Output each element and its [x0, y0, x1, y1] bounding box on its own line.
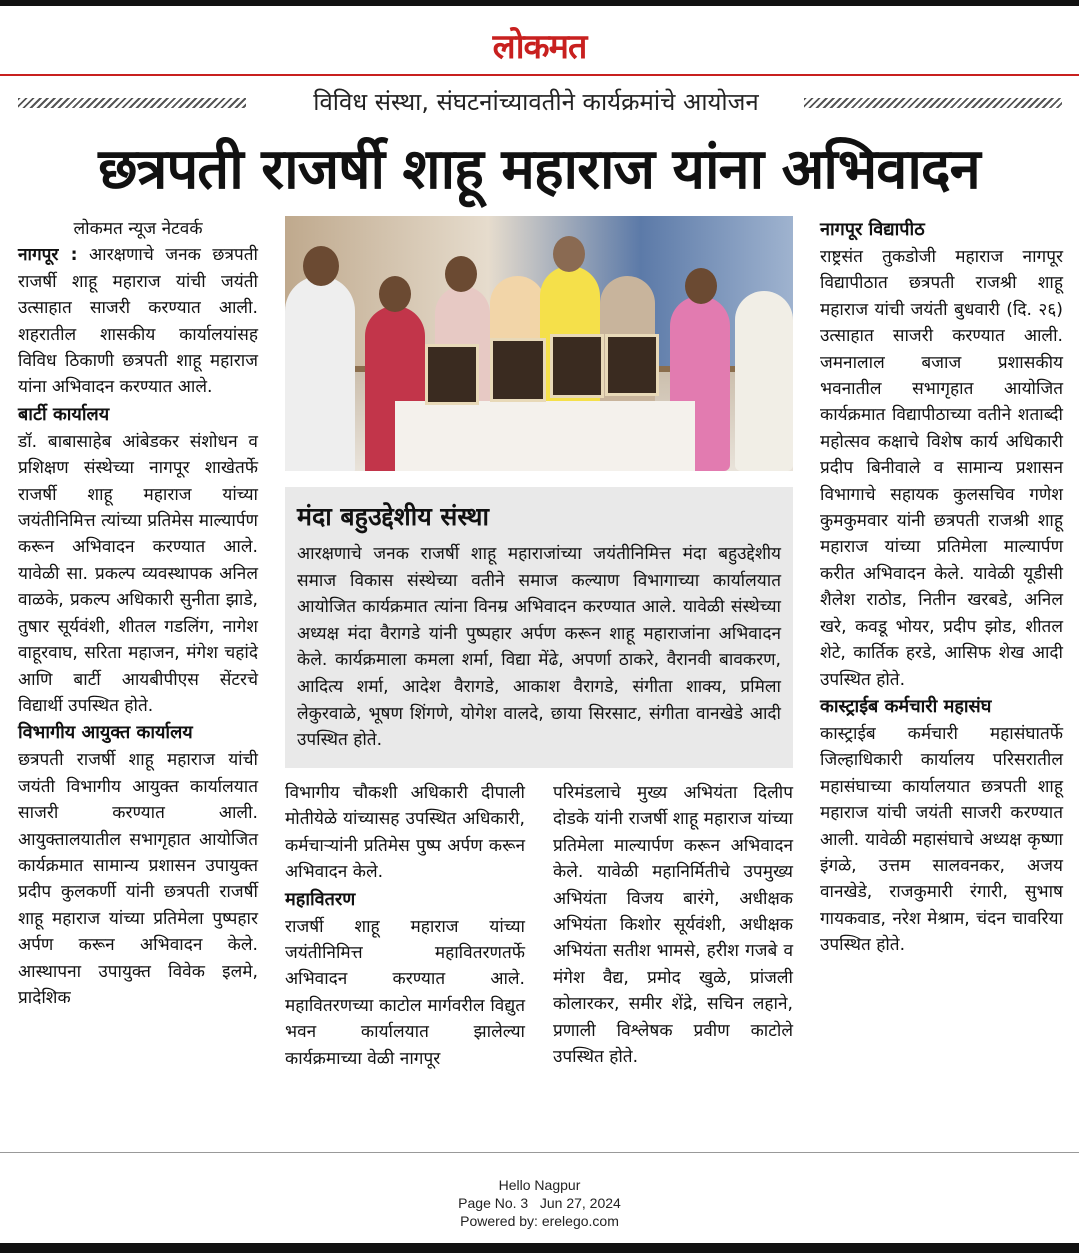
page-footer — [0, 1176, 1079, 1230]
boxed-title: मंदा बहुउद्देशीय संस्था — [297, 502, 490, 531]
paragraph-ayukta-cont: विभागीय चौकशी अधिकारी दीपाली मोतीयेळे यांच्यासह उपस्थित अधिकारी, कर्मचाऱ्यांनी प्रतिमेस पुष्प अर्पण करून अभिवादन केले. — [285, 783, 525, 883]
footer-edition: Hello Nagpur — [498, 1177, 581, 1193]
kicker: विविध संस्था, संघटनांच्यावतीने कार्यक्रमांचे आयोजन — [313, 88, 759, 116]
byline: लोकमत न्यूज नेटवर्क — [73, 219, 203, 239]
subhead-mahavitaran: महावितरण — [285, 888, 356, 910]
bottom-border — [0, 1243, 1079, 1253]
headline: छत्रपती राजर्षी शाहू महाराज यांना अभिवादन — [98, 137, 980, 202]
paragraph-ayukta: छत्रपती राजर्षी शाहू महाराज यांची जयंती विभागीय आयुक्त कार्यालयात साजरी करण्यात आली. आयुक्तालयातील सभागृहात आयोजित कार्यक्रमात सामान्य प्रशासन उपायुक्त प्रदीप कुलकर्णी यांनी छत्रपती राजर्षी शाहू महाराज यांच्या प्रतिमेला पुष्पहार अर्पण करून अभिवादन केले. आस्थापना उपायुक्त विवेक इलमे, प्रादेशिक — [18, 750, 258, 1008]
paragraph-mahavitaran: राजर्षी शाहू महाराज यांच्या जयंतीनिमित्त महावितरणतर्फे अभिवादन करण्यात आले. महावितरणच्या काटोल मार्गवरील विद्युत भवन कार्यालयात झालेल्या कार्यक्रमाच्या वेळी नागपूर — [285, 916, 525, 1069]
paragraph-vidyapeeth: राष्ट्रसंत तुकडोजी महाराज नागपूर विद्यापीठात छत्रपती राजश्री शाहू महाराज यांची जयंती बुधवारी (दि. २६) उत्साहात साजरी करण्यात आली. जमनालाल बजाज प्रशासकीय भवनातील सभागृहात आयोजित कार्यक्रमात विद्यापीठाच्या वतीने शताब्दी महोत्सव कक्षाचे विशेष कार्य अधिकारी प्रदीप बिनीवाले व सामान्य प्रशासन विभागाचे सहायक कुलसचिव गणेश कुमकुमवार यांनी छत्रपती राजश्री शाहू महाराज यांच्या प्रतिमेला माल्यार्पण करीत अभिवादन केले. यावेळी यूडीसी शैलेश राठोड, नितीन खरबडे, अनिल खरे, कवडू भोयर, प्रदीप झोड, शीतल शेटे, कार्तिक हरडे, आसिफ शेख आदी उपस्थित होते. — [820, 247, 1063, 690]
portrait-frame — [425, 344, 479, 405]
paragraph-barti: डॉ. बाबासाहेब आंबेडकर संशोधन व प्रशिक्षण संस्थेच्या नागपूर शाखेतर्फे राजर्षी शाहू महाराज यांच्या जयंतीनिमित्त त्यांच्या प्रतिमेस माल्यार्पण करून अभिवादन करण्यात आले. यावेळी सा. प्रकल्प व्यवस्थापक अनिल वाळके, प्रकल्प अधिकारी सुनीता झाडे, तुषार सूर्यवंशी, शीतल गडलिंग, नागेश वाहूरवाघ, सरिता महाजन, मंगेश चहांदे आणि बार्टी आयबीपीएस सेंटरचे विद्यार्थी उपस्थित होते. — [18, 431, 258, 716]
hatch-right — [804, 98, 1062, 108]
boxed-text: आरक्षणाचे जनक राजर्षी शाहू महाराजांच्या जयंतीनिमित्त मंदा बहुउद्देशीय समाज विकास संस्थेच्या वतीने समाज कल्याण विभागाच्या कार्यालयात आयोजित कार्यक्रमात त्यांना विनम्र अभिवादन करण्यात आले. यावेळी संस्थेच्या अध्यक्ष मंदा वैरागडे यांनी पुष्पहार अर्पण करून शाहू महाराजांना अभिवादन केले. कार्यक्रमाला कमला शर्मा, विद्या मेंढे, अपर्णा ठाकरे, वैरानवी बावकरण, आदित्य शर्मा, आदेश वैरागडे, आकाश वैरागडे, संगीता शाक्य, प्रमिला लेकुरवाळे, भूषण शिंगणे, योगेश वालदे, छाया सिरसाट, संगीता वानखेडे आदी उपस्थित होते. — [297, 544, 781, 751]
subhead-barti: बार्टी कार्यालय — [18, 403, 110, 425]
subhead-kastraib: कास्ट्राईब कर्मचारी महासंघ — [820, 695, 992, 717]
column-4 — [820, 216, 1063, 959]
paragraph-kastraib: कास्ट्राईब कर्मचारी महासंघातर्फे जिल्हाधिकारी कार्यालय परिसरातील महासंघाच्या कार्यालयात छत्रपती शाहू महाराज यांची जयंती साजरी करण्यात आली. यावेळी महासंघाचे अध्यक्ष कृष्णा इंगळे, उत्तम सालवनकर, अजय वानखेडे, राजकुमारी रंगारी, सुभाष गायकवाड, नरेश मेश्राम, चंदन चावरिया उपस्थित होते. — [820, 723, 1063, 956]
dateline: नागपूर : — [18, 245, 78, 266]
intro-text: आरक्षणाचे जनक छत्रपती राजर्षी शाहू महाराज यांची जयंती उत्साहात साजरी करण्यात आली. शहरातील शासकीय कार्यालयांसह विविध ठिकाणी छत्रपती शाहू महाराज यांना अभिवादन करण्यात आले. — [18, 245, 258, 398]
masthead-rule — [0, 74, 1079, 76]
subhead-ayukta: विभागीय आयुक्त कार्यालय — [18, 722, 193, 744]
column-1 — [18, 216, 258, 1011]
portrait-frame — [490, 338, 546, 402]
footer-page-date: Page No. 3 Jun 27, 2024 — [458, 1195, 621, 1211]
paragraph-mahavitaran-cont: परिमंडलाचे मुख्य अभियंता दिलीप दोडके यांनी राजर्षी शाहू महाराज यांच्या प्रतिमेला माल्यार्पण करून अभिवादन केले. यावेळी महानिर्मितीचे उपमुख्य अभियंता विजय बारंगे, अधीक्षक अभियंता किशोर सूर्यवंशी, अधीक्षक अभियंता सतीश भामसे, हरीश गजबे व मंगेश वैद्य, प्रमोद खुळे, प्रांजली कोलारकर, समीर शेंद्रे, सचिन लहाने, प्रणाली विश्लेषक प्रवीण काटोले उपस्थित होते. — [553, 783, 793, 1068]
footer-rule — [0, 1152, 1079, 1153]
hatch-left — [18, 98, 246, 108]
column-3 — [553, 780, 793, 1070]
kicker-row — [18, 86, 1062, 118]
top-border — [0, 0, 1079, 6]
column-2 — [285, 780, 525, 1072]
subhead-vidyapeeth: नागपूर विद्यापीठ — [820, 219, 925, 240]
footer-powered-by: Powered by: erelego.com — [460, 1213, 619, 1229]
portrait-frame — [550, 334, 604, 398]
portrait-frame — [605, 334, 659, 396]
masthead-logo: लोकमत — [492, 27, 587, 67]
article-intro — [18, 242, 258, 400]
boxed-story — [285, 487, 793, 768]
event-photo — [285, 216, 793, 471]
